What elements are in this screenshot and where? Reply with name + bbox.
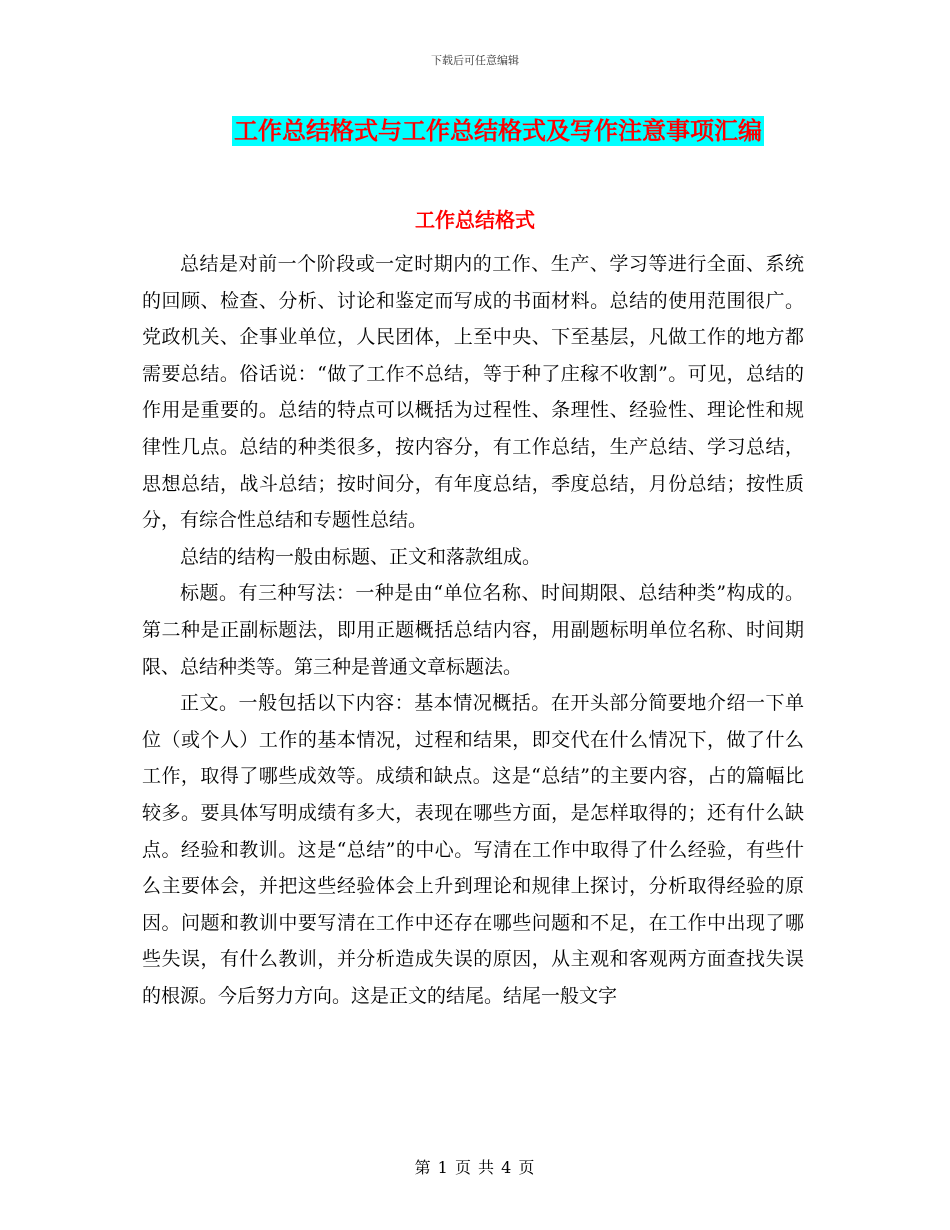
document-title: 工作总结格式与工作总结格式及写作注意事项汇编: [234, 117, 762, 145]
paragraph: 标题。有三种写法：一种是由“单位名称、时间期限、总结种类”构成的。第二种是正副标题法，即用正题概括总结内容，用副题标明单位名称、时间期限、总结种类等。第三种是普通文章标题法。: [142, 582, 804, 678]
header-note: 下载后可任意编辑: [431, 54, 519, 67]
section-title: 工作总结格式: [415, 208, 535, 232]
paragraph: 正文。一般包括以下内容：基本情况概括。在开头部分简要地介绍一下单位（或个人）工作的基本情况，过程和结果，即交代在什么情况下，做了什么工作，取得了哪些成效等。成绩和缺点。这是“总结”的主要内容，占的篇幅比较多。要具体写明成绩有多大，表现在哪些方面，是怎样取得的；还有什么缺点。经验和教训。这是“总结”的中心。写清在工作中取得了什么经验，有些什么主要体会，并把这些经验体会上升到理论和规律上探讨，分析取得经验的原因。问题和教训中要写清在工作中还存在哪些问题和不足，在工作中出现了哪些失误，有什么教训，并分析造成失误的原因，从主观和客观两方面查找失误的根源。今后努力方向。这是正文的结尾。结尾一般文字: [142, 692, 804, 1007]
page-footer: 第 1 页 共 4 页: [414, 1158, 536, 1177]
document-body: [142, 246, 804, 1014]
paragraph: 总结的结构一般由标题、正文和落款组成。: [180, 545, 542, 568]
paragraph: 总结是对前一个阶段或一定时期内的工作、生产、学习等进行全面、系统的回顾、检查、分析、讨论和鉴定而写成的书面材料。总结的使用范围很广。党政机关、企事业单位，人民团体，上至中央、下至基层，凡做工作的地方都需要总结。俗话说：“做了工作不总结，等于种了庄稼不收割”。可见，总结的作用是重要的。总结的特点可以概括为过程性、条理性、经验性、理论性和规律性几点。总结的种类很多，按内容分，有工作总结，生产总结、学习总结，思想总结，战斗总结；按时间分，有年度总结，季度总结，月份总结；按性质分，有综合性总结和专题性总结。: [142, 253, 804, 532]
title-container: [0, 116, 950, 146]
